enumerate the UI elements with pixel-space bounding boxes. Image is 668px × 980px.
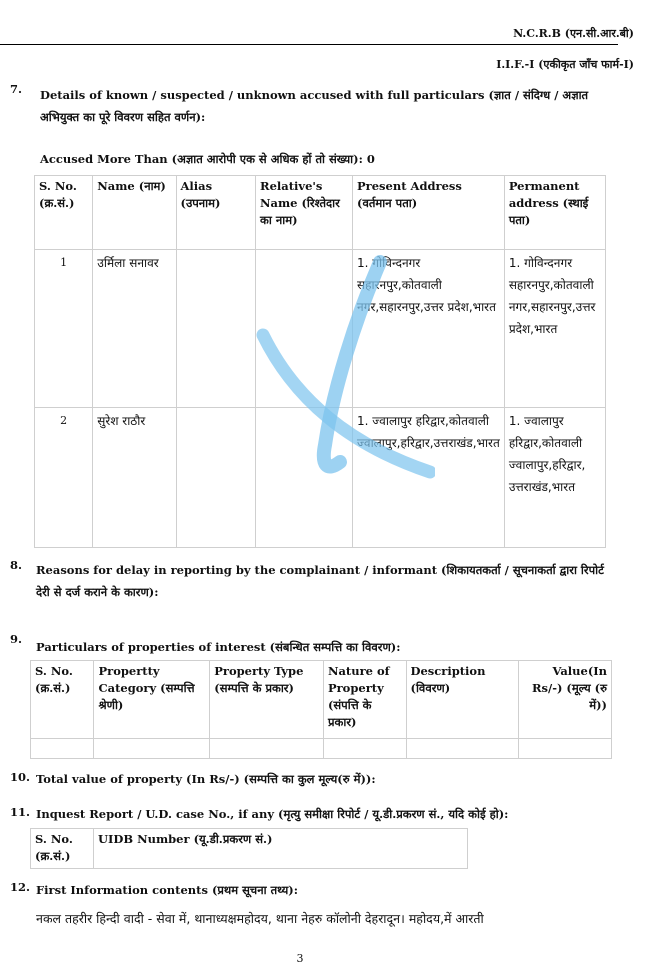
accused-more-than: Accused More Than (अज्ञात आरोपी एक से अधिक हों तो संख्या): 0 [40,152,375,166]
section-11-title: Inquest Report / U.D. case No., if any (मृत्यु समीक्षा रिपोर्ट / यू.डी.प्रकरण सं., यदि कोई हो): [36,807,509,821]
col-category: Propertty Category (सम्पत्ति श्रेणी) [94,661,210,739]
watermark-check-icon [255,240,435,480]
inquest-table-header [31,829,468,869]
row-permanent-address: 1. गोविन्दनगर सहारनपुर,कोतवाली नगर,सहारनपुर,उत्तर प्रदेश,भारत [504,250,605,408]
section-12-content: नकल तहरीर हिन्दी वादी - सेवा में, थानाध्यक्षमहोदय, थाना नेहरु कॉलोनी देहरादून। महोदय,में आरती [36,911,484,926]
row-alias [176,250,256,408]
col-sno: S. No. (क्र.सं.) [31,661,94,739]
row-name: उर्मिला सनावर [93,250,176,408]
section-11-number: 11. [10,805,31,819]
header-ncrb: N.C.R.B (एन.सी.आर.बी) [513,27,634,40]
section-7-number: 7. [10,82,23,96]
col-present-address: Present Address (वर्तमान पता) [353,176,505,250]
col-name: Name (नाम) [93,176,176,250]
col-type: Property Type (सम्पत्ति के प्रकार) [210,661,324,739]
row-sno: 2 [35,408,93,548]
section-8-title: Reasons for delay in reporting by the complainant / informant (शिकायतकर्ता / सूचनाकर्ता द्वारा रिपोर्ट देरी से दर्ज कराने के कारण): [36,563,604,599]
header-divider [0,44,618,45]
section-12-number: 12. [10,880,31,894]
property-table [30,660,612,759]
row-sno: 1 [35,250,93,408]
col-value: Value(In Rs/-) (मूल्य (रु में)) [518,661,611,739]
header-form-title: I.I.F.-I (एकीकृत जाँच फार्म-I) [496,58,634,71]
section-7-title: Details of known / suspected / unknown accused with full particulars (ज्ञात / संदिग्ध / अज्ञात अभियुक्त का पूरे विवरण सहित वर्णन): [40,88,589,124]
col-nature: Nature of Property (संपत्ति के प्रकार) [323,661,406,739]
col-alias: Alias (उपनाम) [176,176,256,250]
col-description: Description (विवरण) [406,661,518,739]
section-10-title: Total value of property (In Rs/-) (सम्पत्ति का कुल मूल्य(रु में)): [36,772,376,786]
section-8-number: 8. [10,558,23,572]
section-9-number: 9. [10,632,23,646]
accused-table-header [35,176,606,250]
col-uidb: UIDB Number (यू.डी.प्रकरण सं.) [94,829,468,869]
section-9-title: Particulars of properties of interest (संबन्धित सम्पत्ति का विवरण): [36,640,401,654]
inquest-table [30,828,468,869]
table-row [31,739,612,759]
row-name: सुरेश राठौर [93,408,176,548]
section-10-number: 10. [10,770,31,784]
row-alias [176,408,256,548]
row-permanent-address: 1. ज्वालापुर हरिद्वार,कोतवाली ज्वालापुर,हरिद्वार, उत्तराखंड,भारत [504,408,605,548]
col-sno: S. No. (क्र.सं.) [35,176,93,250]
section-12-title: First Information contents (प्रथम सूचना तथ्य): [36,883,298,897]
property-table-header [31,661,612,739]
col-relative: Relative's Name (रिश्तेदार का नाम) [256,176,353,250]
row-present-address: 1. गोविन्दनगर सहारनपुर,कोतवाली नगर,सहारनपुर,उत्तर प्रदेश,भारत [353,250,505,408]
col-sno: S. No. (क्र.सं.) [31,829,94,869]
row-present-address: 1. ज्वालापुर हरिद्वार,कोतवाली ज्वालापुर,हरिद्वार,उत्तराखंड,भारत [353,408,505,548]
col-permanent-address: Permanent address (स्थाई पता) [504,176,605,250]
page-number: 3 [296,952,304,965]
